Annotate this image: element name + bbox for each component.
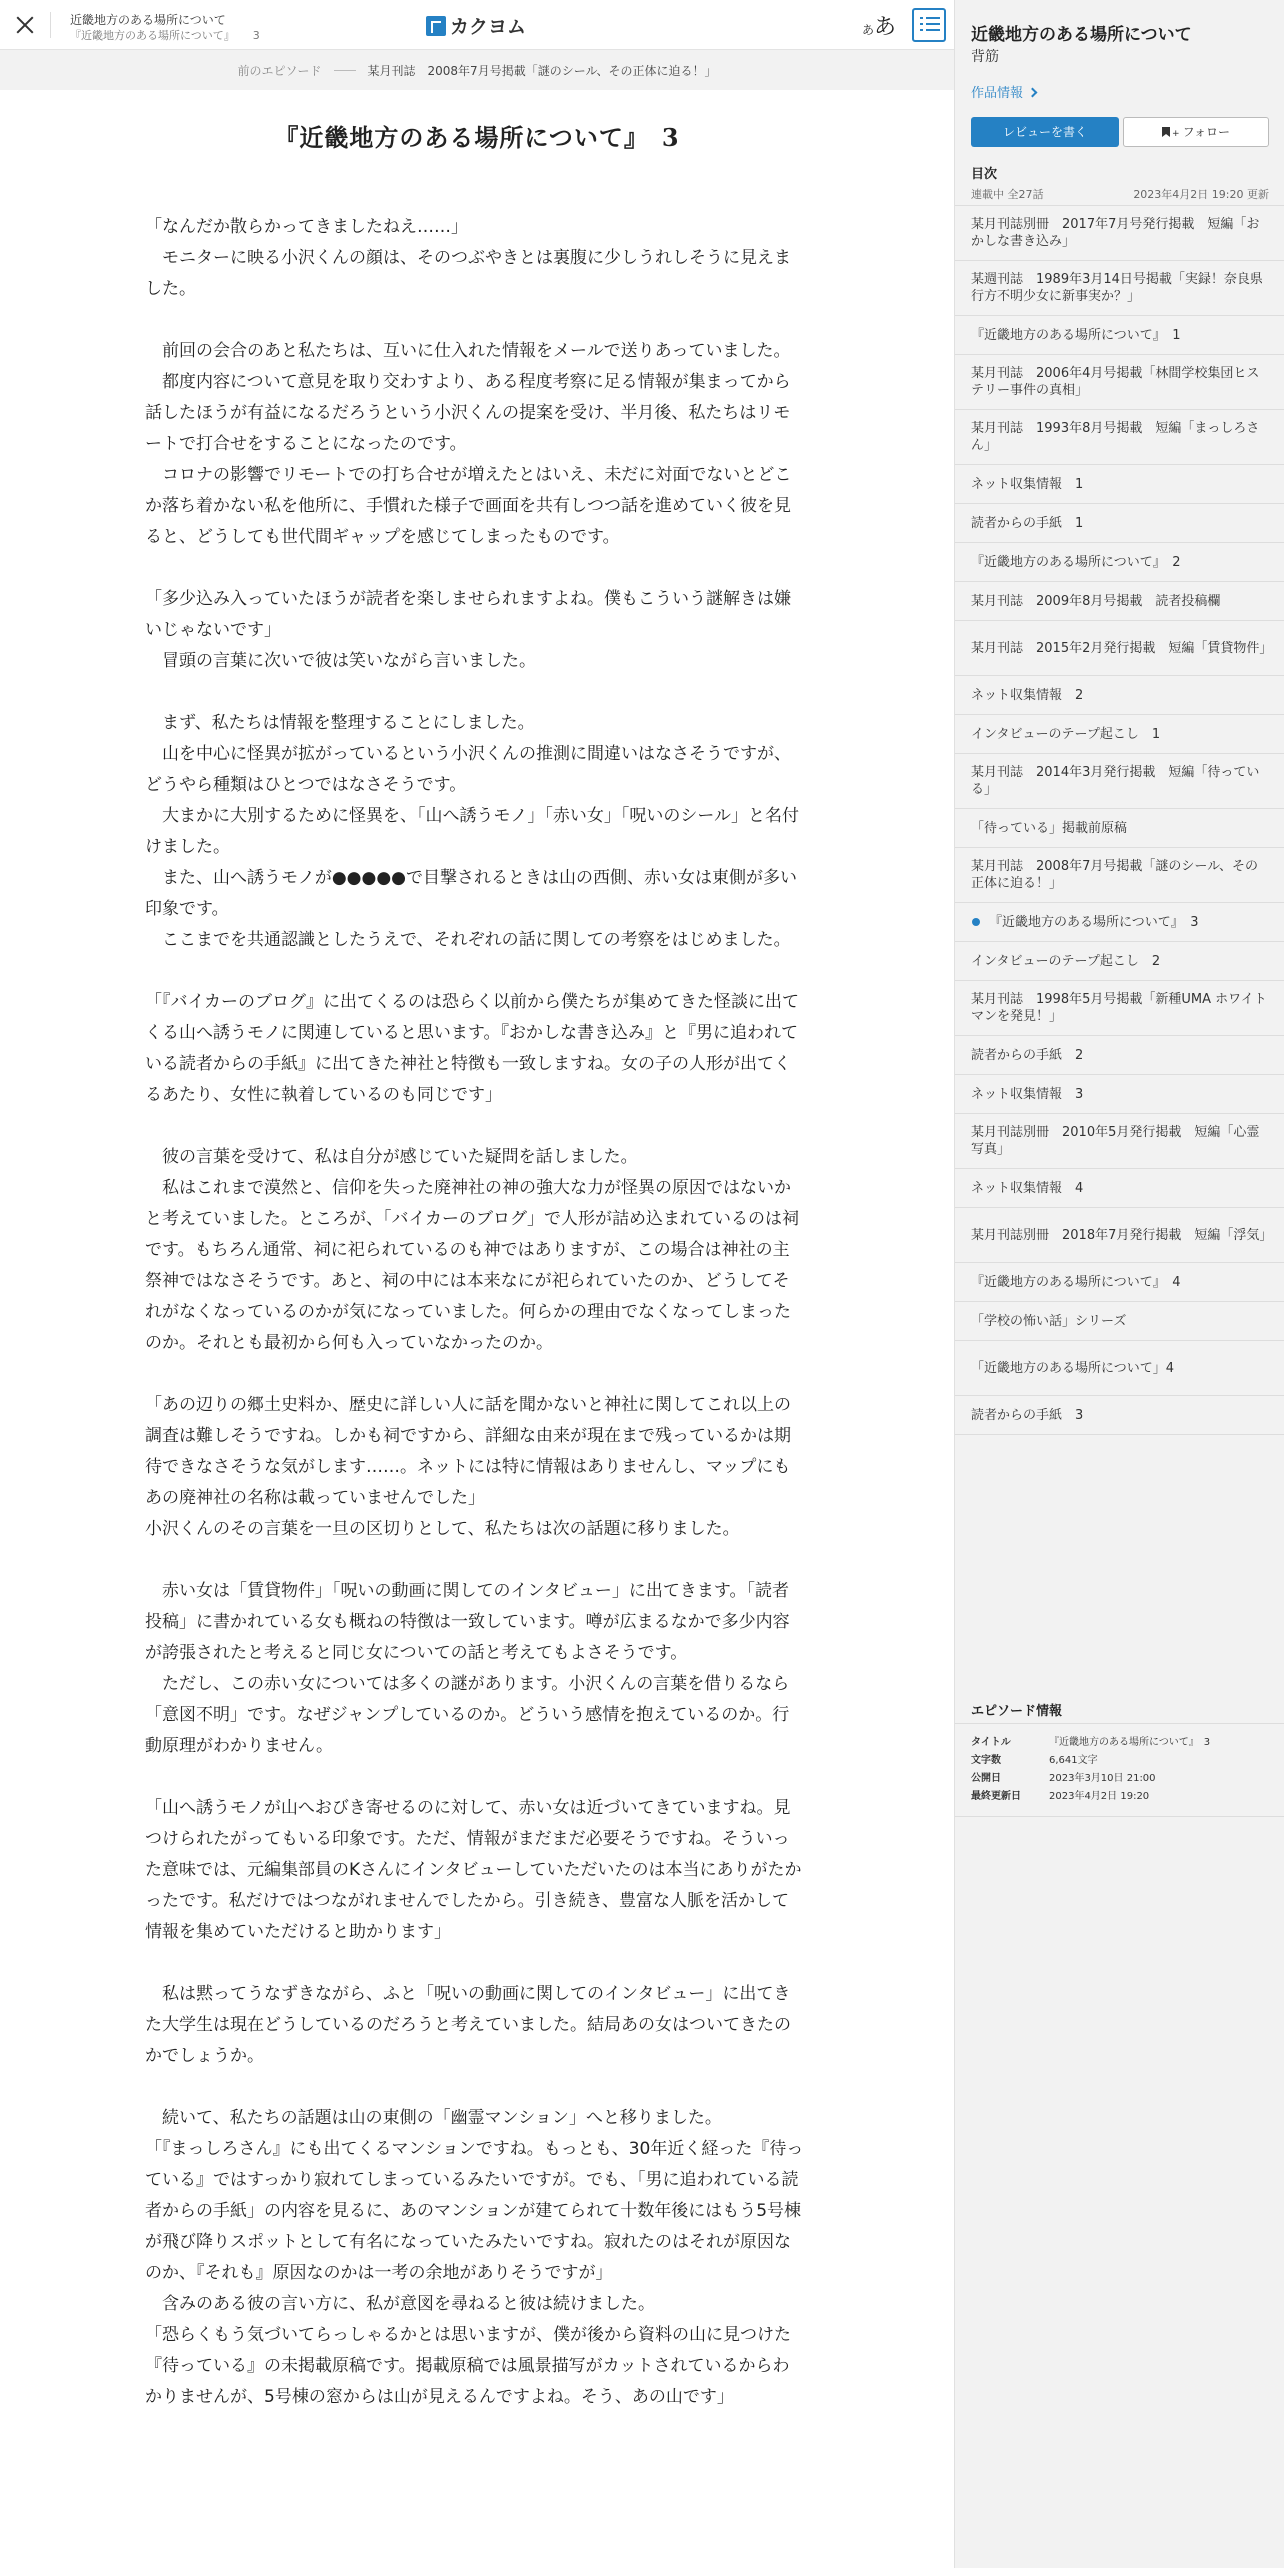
body-paragraph: 前回の会合のあと私たちは、互いに仕入れた情報をメールで送りあっていました。 xyxy=(145,341,791,361)
body-paragraph xyxy=(145,1111,805,1142)
toc-item-label: 「学校の怖い話」シリーズ xyxy=(971,1313,1127,1329)
toc-item-label: 『近畿地方のある場所について』 4 xyxy=(971,1274,1181,1290)
follow-label: フォロー xyxy=(1182,125,1230,139)
toc-item-label: 某月刊誌 2015年2月発行掲載 短編「賃貸物件」 xyxy=(971,640,1273,656)
episode-title: 『近畿地方のある場所について』 3 xyxy=(274,123,680,152)
header-work-title[interactable]: 近畿地方のある場所について xyxy=(70,13,226,27)
follow-button[interactable] xyxy=(1123,117,1269,147)
episode-info-value: 『近畿地方のある場所について』 3 xyxy=(1049,1737,1211,1748)
body-paragraph: まず、私たちは情報を整理することにしました。 xyxy=(145,713,535,733)
toc-item-label: ネット収集情報 2 xyxy=(971,687,1084,703)
sidebar-work-title[interactable]: 近畿地方のある場所について xyxy=(971,25,1192,45)
font-settings-small-glyph: あ xyxy=(862,23,875,37)
plus-icon: + xyxy=(1172,129,1180,139)
body-paragraph: 「あの辺りの郷土史料か、歴史に詳しい人に話を聞かないと神社に関してこれ以上の調査は難しそうですね。しかも祠ですから、詳細な由来が現在まで残っているかは期待できなさそうな気がします……。ネットには特に情報はありませんし、マップにもあの廃神社の名称は載っていませんでした」 xyxy=(145,1395,791,1508)
body-paragraph xyxy=(145,305,805,336)
toc-item-label: ネット収集情報 1 xyxy=(971,476,1084,492)
header-episode-number: 3 xyxy=(252,29,260,42)
chevron-right-icon xyxy=(1028,88,1038,98)
body-paragraph xyxy=(145,1762,805,1793)
toc-item[interactable] xyxy=(955,942,1284,981)
toc-item[interactable] xyxy=(955,754,1284,809)
header-episode-title xyxy=(70,27,260,43)
episode-info-table xyxy=(955,1723,1284,1817)
body-paragraph: 小沢くんのその言葉を一旦の区切りとして、私たちは次の話題に移りました。 xyxy=(145,1519,740,1539)
toc-item[interactable] xyxy=(955,1208,1284,1263)
episode-info-key: 文字数 xyxy=(971,1755,1001,1766)
font-settings-button[interactable] xyxy=(862,10,896,41)
body-paragraph: モニターに映る小沢くんの顔は、そのつぶやきとは裏腹に少しうれしそうに見えました。 xyxy=(145,248,791,299)
toc-item-label: 読者からの手紙 3 xyxy=(971,1407,1084,1423)
body-paragraph xyxy=(145,956,805,987)
previous-episode-bar[interactable] xyxy=(0,50,954,90)
body-paragraph: 「『バイカーのブログ』に出てくるのは恐らく以前から僕たちが集めてきた怪談に出てくる山へ誘うモノに関連していると思います。『おかしな書き込み』と『男に追われている読者からの手紙』に出てきた神社と特徴も一致しますね。女の子の人形が出てくるあたり、女性に執着しているのも同じです」 xyxy=(145,992,799,1105)
body-paragraph xyxy=(145,553,805,584)
episode-info-value: 2023年3月10日 21:00 xyxy=(1049,1773,1156,1784)
body-paragraph xyxy=(145,677,805,708)
toc-item[interactable] xyxy=(955,504,1284,543)
episode-info-row xyxy=(971,1788,1269,1806)
body-paragraph: 彼の言葉を受けて、私は自分が感じていた疑問を話しました。 xyxy=(145,1147,638,1167)
toc-item[interactable] xyxy=(955,316,1284,355)
toc-item[interactable] xyxy=(955,1341,1284,1396)
toc-item[interactable] xyxy=(955,676,1284,715)
toc-status: 連載中 全27話 xyxy=(971,188,1044,201)
site-logo[interactable] xyxy=(426,12,526,39)
body-paragraph: ここまでを共通認識としたうえで、それぞれの話に関しての考察をはじめました。 xyxy=(145,930,791,950)
work-info-label: 作品情報 xyxy=(971,86,1024,101)
toc-item[interactable] xyxy=(955,1075,1284,1114)
body-paragraph: また、山へ誘うモノが●●●●●で目撃されるときは山の西側、赤い女は東側が多い印象です。 xyxy=(145,868,797,919)
toc-list xyxy=(955,205,1284,1435)
toc-item[interactable] xyxy=(955,1036,1284,1075)
toc-item-label: 読者からの手紙 2 xyxy=(971,1047,1084,1063)
toc-item[interactable] xyxy=(955,1114,1284,1169)
toc-item-label: ネット収集情報 3 xyxy=(971,1086,1084,1102)
sidebar-author[interactable]: 背筋 xyxy=(971,49,999,65)
toc-item-label: インタビューのテープ起こし 2 xyxy=(971,953,1161,969)
toc-item[interactable] xyxy=(955,543,1284,582)
kakuyomu-logo-icon xyxy=(426,16,446,36)
header-divider xyxy=(50,12,51,38)
body-paragraph: 冒頭の言葉に次いで彼は笑いながら言いました。 xyxy=(145,651,536,671)
toc-item[interactable] xyxy=(955,465,1284,504)
body-paragraph: 山を中心に怪異が拡がっているという小沢くんの推測に間違いはなさそうですが、どうやら種類はひとつではなさそうです。 xyxy=(145,744,791,795)
toc-item-label: 某週刊誌 1989年3月14日号掲載「実録！奈良県行方不明少女に新事実か？」 xyxy=(971,272,1263,304)
site-name: カクヨム xyxy=(450,16,527,38)
body-paragraph: ただし、この赤い女については多くの謎があります。小沢くんの言葉を借りるなら「意図不明」です。なぜジャンプしているのか。どういう感情を抱えているのか。行動原理がわかりません。 xyxy=(145,1674,790,1756)
toc-item-label: 某月刊誌 2014年3月発行掲載 短編「待っている」 xyxy=(971,765,1260,797)
body-paragraph: 「なんだか散らかってきましたねえ……」 xyxy=(145,217,468,237)
sidebar xyxy=(954,0,1284,2568)
toc-item-label: 某月刊誌別冊 2010年5月発行掲載 短編「心霊写真」 xyxy=(971,1125,1260,1157)
reader-header xyxy=(0,0,954,50)
body-paragraph: 赤い女は「賃貸物件」「呪いの動画に関してのインタビュー」に出てきます。「読者投稿」に書かれている女も概ねの特徴は一致しています。噂が広まるなかで多少内容が誇張されたと考えると同じ女についての話と考えてもよさそうです。 xyxy=(145,1581,790,1663)
toc-heading: 目次 xyxy=(971,167,998,182)
toc-item[interactable] xyxy=(955,582,1284,621)
body-paragraph: 続いて、私たちの話題は山の東側の「幽霊マンション」へと移りました。 xyxy=(145,2108,722,2128)
write-review-button[interactable]: レビューを書く xyxy=(971,117,1119,147)
episode-info-row xyxy=(971,1734,1269,1752)
body-paragraph xyxy=(145,1545,805,1576)
header-episode-name: 『近畿地方のある場所について』 xyxy=(70,29,235,42)
body-paragraph: 私は黙ってうなずきながら、ふと「呪いの動画に関してのインタビュー」に出てきた大学生は現在どうしているのだろうと考えていました。結局あの女はついてきたのかでしょうか。 xyxy=(145,1984,791,2066)
toc-item-label: 某月刊誌 1998年5月号掲載「新種UMA ホワイトマンを発見！」 xyxy=(971,992,1267,1024)
toc-meta xyxy=(971,186,1269,202)
body-paragraph: 都度内容について意見を取り交わすより、ある程度考察に足る情報が集まってから話したほうが有益になるだろうという小沢くんの提案を受け、半月後、私たちはリモートで打合せをすることになったのです。 xyxy=(145,372,791,454)
episode-info-key: 最終更新日 xyxy=(971,1791,1021,1802)
toc-item[interactable] xyxy=(955,1169,1284,1208)
toc-item[interactable] xyxy=(955,261,1284,316)
body-paragraph: 私はこれまで漠然と、信仰を失った廃神社の神の強大な力が怪異の原因ではないかと考えていました。ところが、「バイカーのブログ」で人形が詰め込まれているのは祠です。もちろん通常、祠に祀られているのも神ではありますが、この場合は神社の主祭神ではなさそうです。あと、祠の中には本来なにが祀られていたのか、どうしてそれがなくなっているのかが気になっていました。何らかの理由でなくなってしまったのか。それとも最初から何も入っていなかったのか。 xyxy=(145,1178,799,1353)
toc-item-label: 某月刊誌別冊 2018年7月発行掲載 短編「浮気」 xyxy=(971,1227,1273,1243)
episode-info-row xyxy=(971,1752,1269,1770)
body-paragraph: 「山へ誘うモノが山へおびき寄せるのに対して、赤い女は近づいてきていますね。見つけられたがってもいる印象です。ただ、情報がまだまだ必要そうですね。そういった意味では、元編集部員のKさんにインタビューしていただいたのは本当にありがたかったです。私だけではつながれませんでしたから。引き続き、豊富な人脈を活かして情報を集めていただけると助かります」 xyxy=(145,1798,802,1942)
toc-item[interactable] xyxy=(955,1396,1284,1435)
body-paragraph xyxy=(145,1948,805,1979)
toc-item-label: 『近畿地方のある場所について』 3 xyxy=(989,914,1199,930)
toc-item-label: ネット収集情報 4 xyxy=(971,1180,1084,1196)
toc-item[interactable] xyxy=(955,981,1284,1036)
previous-episode-label: 前のエピソード xyxy=(237,63,322,78)
toc-item-current[interactable] xyxy=(955,903,1284,942)
toc-item[interactable] xyxy=(955,621,1284,676)
toc-item-label: 某月刊誌 2009年8月号掲載 読者投稿欄 xyxy=(971,593,1221,609)
body-paragraph: 「恐らくもう気づいてらっしゃるかとは思いますが、僕が後から資料の山に見つけた『待っている』の未掲載原稿です。掲載原稿では風景描写がカットされているからわかりませんが、5号棟の窓からは山が見えるんですよね。そう、あの山です」 xyxy=(145,2325,791,2407)
toc-item[interactable] xyxy=(955,1302,1284,1341)
toc-item-label: インタビューのテープ起こし 1 xyxy=(971,726,1161,742)
toc-toggle-button[interactable] xyxy=(912,8,946,42)
body-paragraph: 「多少込み入っていたほうが読者を楽しませられますよね。僕もこういう謎解きは嫌いじゃないです」 xyxy=(145,589,791,640)
toc-item-label: 読者からの手紙 1 xyxy=(971,515,1084,531)
close-icon[interactable] xyxy=(12,12,38,38)
episode-info-heading: エピソード情報 xyxy=(971,1704,1063,1719)
previous-episode-title[interactable]: 某月刊誌 2008年7月号掲載「謎のシール、その正体に迫る！」 xyxy=(367,63,717,78)
toc-item[interactable] xyxy=(955,410,1284,465)
body-paragraph: コロナの影響でリモートでの打ち合せが増えたとはいえ、未だに対面でないとどこか落ち着かない私を他所に、手慣れた様子で画面を共有しつつ話を進めていく彼を見ると、どうしても世代間ギャップを感じてしまったものです。 xyxy=(145,465,792,547)
episode-info-row xyxy=(971,1770,1269,1788)
toc-item-label: 『近畿地方のある場所について』 2 xyxy=(971,554,1181,570)
body-paragraph: 含みのある彼の言い方に、私が意図を尋ねると彼は続けました。 xyxy=(145,2294,655,2314)
toc-item-label: 某月刊誌 1993年8月号掲載 短編「まっしろさん」 xyxy=(971,421,1260,453)
toc-item-label: 某月刊誌 2006年4月号掲載「林間学校集団ヒステリー事件の真相」 xyxy=(971,366,1260,398)
bookmark-icon xyxy=(1162,127,1170,137)
episode-info-key: タイトル xyxy=(971,1737,1011,1748)
episode-info-value: 2023年4月2日 19:20 xyxy=(1049,1791,1150,1802)
toc-updated: 2023年4月2日 19:20 更新 xyxy=(1133,188,1269,201)
episode-info-value: 6,641文字 xyxy=(1049,1755,1098,1766)
toc-item-label: 某月刊誌 2008年7月号掲載「謎のシール、その正体に迫る！」 xyxy=(971,859,1259,891)
current-episode-dot-icon xyxy=(972,918,980,926)
toc-item[interactable] xyxy=(955,809,1284,848)
toc-item[interactable] xyxy=(955,848,1284,903)
episode-info-key: 公開日 xyxy=(971,1773,1001,1784)
breadcrumb-divider xyxy=(334,70,356,71)
body-paragraph: 大まかに大別するために怪異を、「山へ誘うモノ」「赤い女」「呪いのシール」と名付けました。 xyxy=(145,806,799,857)
episode-body xyxy=(145,212,805,2413)
toc-item[interactable] xyxy=(955,355,1284,410)
body-paragraph xyxy=(145,1359,805,1390)
toc-item-label: 某月刊誌別冊 2017年7月号発行掲載 短編「おかしな書き込み」 xyxy=(971,217,1260,249)
toc-item[interactable] xyxy=(955,1263,1284,1302)
toc-item-label: 「近畿地方のある場所について」4 xyxy=(971,1360,1175,1376)
toc-item-label: 「待っている」掲載前原稿 xyxy=(971,820,1128,836)
body-paragraph: 「『まっしろさん』にも出てくるマンションですね。もっとも、30年近く経った『待っている』ではすっかり寂れてしまっているみたいですが。でも、「男に追われている読者からの手紙」の内容を見るに、あのマンションが建てられて十数年後にはもう5号棟が飛び降りスポットとして有名になっていたみたいですね。寂れたのはそれが原因なのか、『それも』原因なのかは一考の余地がありそうですが」 xyxy=(145,2139,804,2283)
work-info-link[interactable] xyxy=(971,82,1036,101)
toc-item[interactable] xyxy=(955,206,1284,261)
toc-item[interactable] xyxy=(955,715,1284,754)
font-settings-glyph: あ xyxy=(874,15,897,40)
body-paragraph xyxy=(145,2072,805,2103)
toc-item-label: 『近畿地方のある場所について』 1 xyxy=(971,327,1181,343)
